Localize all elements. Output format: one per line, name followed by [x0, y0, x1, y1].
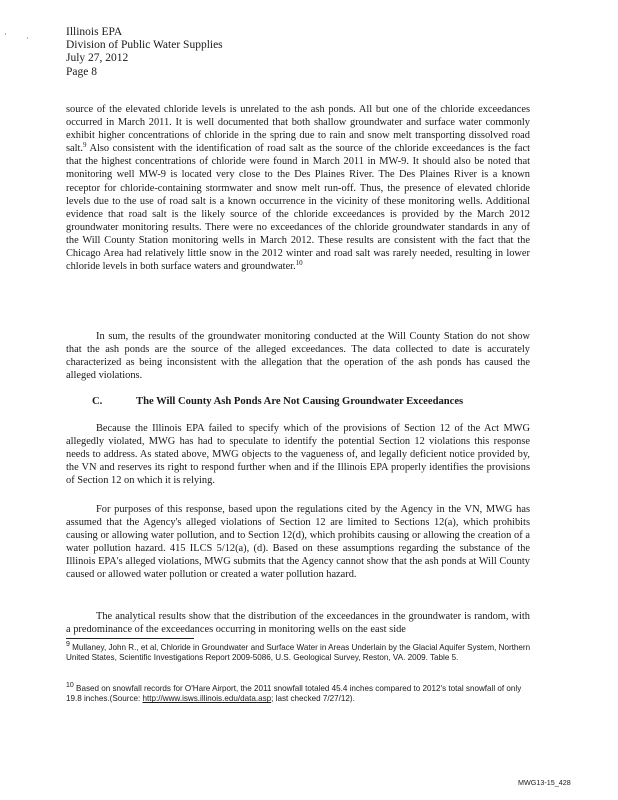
footnote-text: ; last checked 7/27/12).	[271, 694, 355, 704]
header-recipient: Illinois EPA	[66, 26, 123, 38]
paragraph-text: The analytical results show that the distribution of the exceedances in the groundwater is random, with a predominance of the exceedances occurring in monitoring wells on the east side	[66, 611, 530, 636]
footnote-divider	[66, 638, 194, 639]
footnote-ref-10: 10	[295, 259, 303, 268]
section-title: The Will County Ash Ponds Are Not Causing Groundwater Exceedances	[136, 396, 464, 407]
footnote-number: 9	[66, 641, 70, 648]
scan-mark: ·	[4, 30, 7, 39]
letter-header	[66, 26, 223, 79]
footnote-9	[66, 643, 536, 663]
footnote-text: Mullaney, John R., et al, Chloride in Groundwater and Surface Water in Areas Underlain by the Glacial Aquifer System, Northern United States, Scientific Investigations Report 2009-5086, U.S. Geological Survey, Reston, VA. 2009. Table 5.	[66, 643, 531, 663]
paragraph-section-12	[66, 422, 530, 487]
footnote-link[interactable]: http://www.isws.illinois.edu/data.asp	[142, 694, 272, 704]
paragraph-text: Also consistent with the identification of road salt as the source of the chloride exceedances is the fact that the highest concentrations of chloride were found in March 2011 in MW-9. It should also be noted that monitoring well MW-9 is located very close to the Des Plaines River. The Des Plaines River is a known receptor for chloride-containing stormwater and snow melt run-off. Thus, the presence of elevated chloride levels due to the use of road salt is a known occurrence in the vicinity of these monitoring wells. Additional evidence that road salt is the likely source of the chloride exceedances is provided by the March 2012 groundwater monitoring results. There were no exceedances of the chloride groundwater standards in any of the Will County Station monitoring wells in March 2012. These results are consistent with the fact that the Chicago Area had relatively little snow in the 2012 winter and road salt was rarely needed, resulting in lower chloride levels in both surface waters and groundwater.	[66, 143, 530, 273]
paragraph-text: Because the Illinois EPA failed to specify which of the provisions of Section 12 of the Act MWG allegedly violated, MWG has had to speculate to identify the potential Section 12 violations this response needs to address. As stated above, MWG objects to the vagueness of, and legally deficient notice provided by, the VN and reserves its right to respond further when and if the Illinois EPA properly identifies the provisions of Section 12 on which it is relying.	[66, 423, 530, 487]
footnote-10	[66, 684, 536, 704]
paragraph-purposes	[66, 503, 530, 582]
section-letter: C.	[92, 396, 103, 407]
header-date: July 27, 2012	[66, 52, 129, 65]
bates-stamp: MWG13-15_428	[518, 778, 571, 787]
header-division: Division of Public Water Supplies	[66, 39, 223, 52]
paragraph-analytical-results	[66, 610, 530, 636]
paragraph-text: In sum, the results of the groundwater monitoring conducted at the Will County Station do not show that the ash ponds are the source of the alleged exceedances. The data collected to date is accurately characterized as being inconsistent with the allegation that the operation of the ash ponds has caused the alleged violations.	[66, 331, 530, 382]
footnote-number: 10	[66, 682, 74, 689]
scan-mark: ·	[26, 34, 29, 43]
section-heading	[92, 396, 463, 407]
paragraph-in-sum	[66, 330, 530, 382]
paragraph-text: source of the elevated chloride levels is unrelated to the ash ponds. All but one of the chloride exceedances occurred in March 2011. It is well documented that both shallow groundwater and surface water commonly exhibit higher concentrations of chloride in the spring due to rain and snow melt transporting dissolved road salt.	[66, 104, 530, 155]
header-page-number: Page 8	[66, 65, 97, 78]
footnote-ref-9: 9	[83, 141, 87, 150]
footnote-text: Based on snowfall records for O'Hare Airport, the 2011 snowfall totaled 45.4 inches compared to 2012's total snowfall of only 19.8 inches.(Source:	[66, 684, 522, 704]
paragraph-text: For purposes of this response, based upon the regulations cited by the Agency in the VN, MWG has assumed that the Agency's alleged violations of Section 12 are limited to Sections 12(a), which prohibits causing or allowing water pollution, and to Section 12(d), which prohibits causing or allowing the creation of a water pollution hazard. 415 ILCS 5/12(a), (d). Based on these assumptions regarding the substance of the Illinois EPA's alleged violations, MWG submits that the Agency cannot show that the ash ponds at Will County caused or allowed water pollution or created a water pollution hazard.	[66, 504, 530, 581]
paragraph-chloride-road-salt	[66, 103, 530, 273]
